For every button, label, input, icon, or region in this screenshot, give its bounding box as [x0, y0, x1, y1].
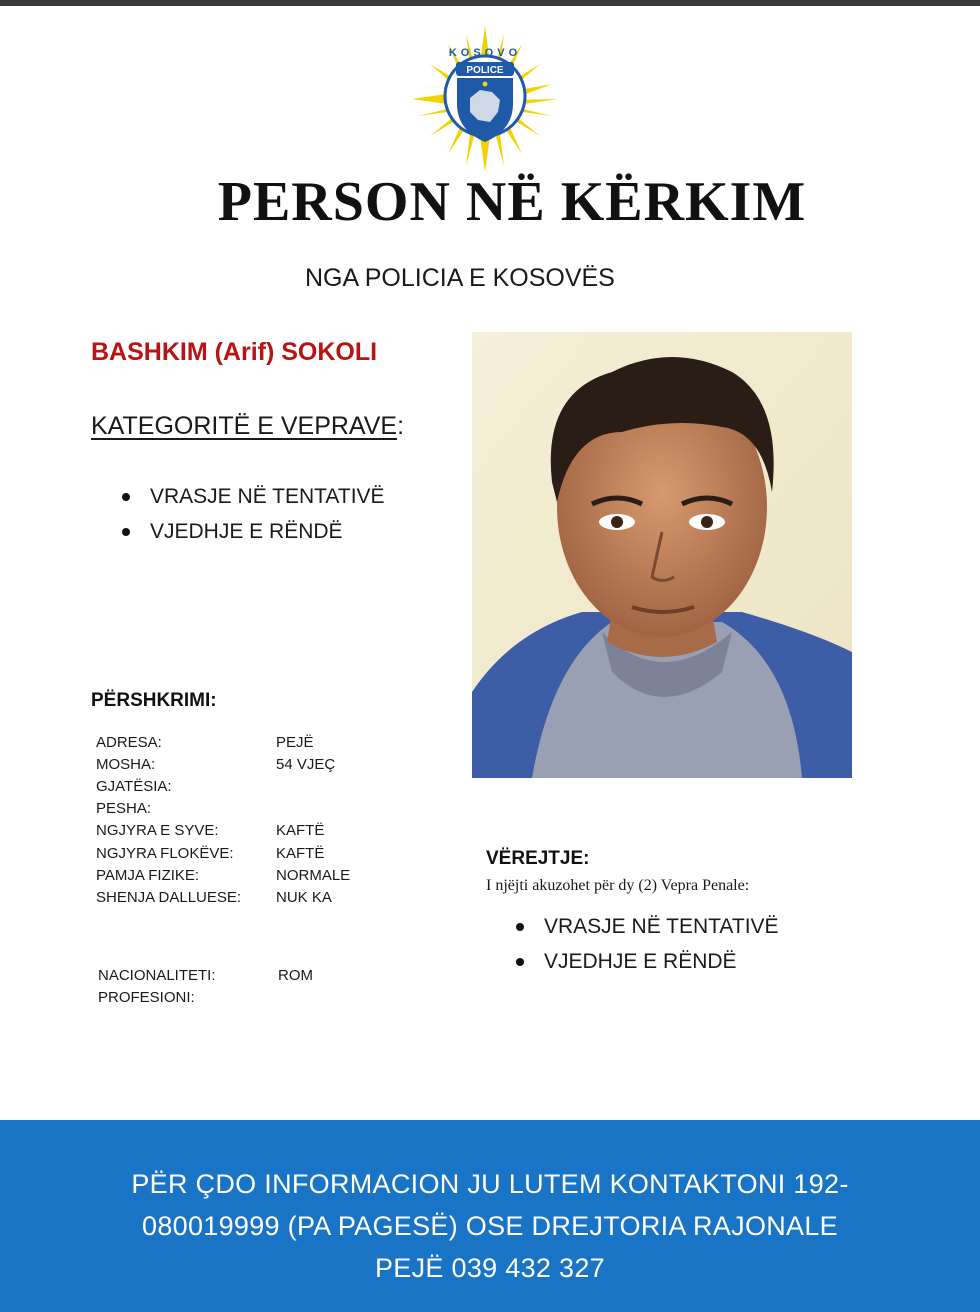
row-value: KAFTË: [276, 845, 325, 862]
row-label: MOSHA:: [96, 756, 156, 773]
remarks-heading: VËREJTJE:: [486, 848, 590, 869]
contact-info: [130, 1163, 850, 1289]
description-row: [96, 732, 436, 754]
row-label: PROFESIONI:: [98, 989, 195, 1006]
row-label: GJATËSIA:: [96, 778, 172, 795]
kosovo-police-logo: [412, 26, 558, 172]
person-name: BASHKIM (Arif) SOKOLI: [91, 338, 378, 366]
description-row: [96, 798, 436, 820]
suspect-photo: [472, 332, 852, 778]
row-value: ROM: [278, 967, 313, 984]
categories-heading: [91, 412, 404, 441]
description-heading: PËRSHKRIMI:: [91, 690, 217, 711]
row-label: ADRESA:: [96, 734, 162, 751]
page-title: PERSON NË KËRKIM: [217, 171, 807, 233]
list-item: VRASJE NË TENTATIVË: [514, 914, 779, 949]
description-row: [96, 887, 436, 909]
star-icon: [483, 82, 488, 87]
description-row: [96, 865, 436, 887]
contact-line: PËR ÇDO INFORMACION JU LUTEM KONTAKTONI 192-: [131, 1169, 849, 1199]
row-value: PEJË: [276, 734, 314, 751]
list-item: VJEDHJE E RËNDË: [120, 519, 385, 554]
contact-line: PEJË 039 432 327: [375, 1253, 605, 1283]
row-value: KAFTË: [276, 822, 325, 839]
categories-heading-colon: :: [397, 412, 405, 440]
row-label: NGJYRA FLOKËVE:: [96, 845, 234, 862]
description-row: [98, 987, 438, 1009]
row-value: NORMALE: [276, 867, 351, 884]
row-label: PAMJA FIZIKE:: [96, 867, 200, 884]
row-label: PESHA:: [96, 800, 152, 817]
top-border: [0, 0, 980, 6]
row-value: NUK KA: [276, 889, 332, 906]
categories-list: [120, 484, 385, 554]
ring-text: KOSOVO: [448, 47, 522, 59]
page-subtitle: NGA POLICIA E KOSOVËS: [305, 264, 615, 292]
description-row: [96, 754, 436, 776]
remarks-list: [514, 914, 779, 984]
description-row: [96, 843, 436, 865]
row-label: NGJYRA E SYVE:: [96, 822, 219, 839]
list-item: VRASJE NË TENTATIVË: [120, 484, 385, 519]
row-value: 54 VJEÇ: [276, 756, 336, 773]
remarks-text: I njëjti akuzohet për dy (2) Vepra Penale:: [486, 877, 750, 894]
row-label: NACIONALITETI:: [98, 967, 216, 984]
description-row: [96, 820, 436, 842]
list-item: VJEDHJE E RËNDË: [514, 949, 779, 984]
contact-line: 080019999 (PA PAGESË) OSE DREJTORIA RAJONALE: [142, 1211, 838, 1241]
badge-text: POLICE: [466, 65, 504, 76]
categories-heading-text: KATEGORITË E VEPRAVE: [91, 412, 398, 440]
description-row: [98, 965, 438, 987]
row-label: SHENJA DALLUESE:: [96, 889, 242, 906]
description-row: [96, 776, 436, 798]
